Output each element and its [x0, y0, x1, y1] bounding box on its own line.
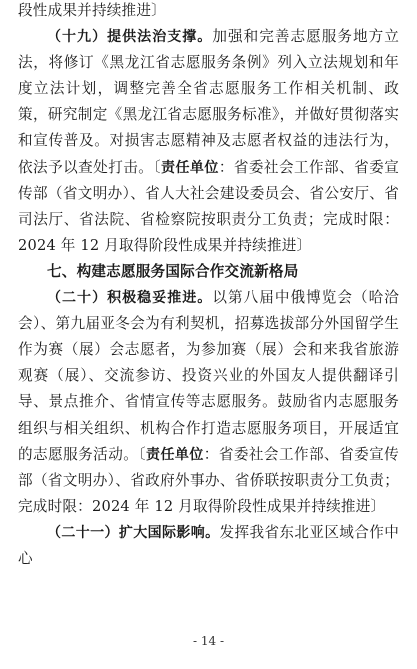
paragraph-item-19	[18, 24, 399, 259]
item-19-responsibility-label: 责任单位	[161, 159, 219, 176]
item-21-label: （二十一）扩大国际影响。	[47, 524, 220, 541]
section-heading-7: 七、构建志愿服务国际合作交流新格局	[47, 262, 299, 280]
page-number: - 14 -	[192, 634, 224, 648]
item-19-responsibility-body: ：省委社会工作部、省委宣传部（省文明办）、省人大社会建设委员会、省公安厅、省司法厅、省法院、省检察院按职责分工负责；完成时限：2024 年 12 月取得阶段性成果并持续推进〕	[18, 158, 399, 254]
document-page	[18, 0, 399, 572]
item-21-body: 发挥我省东北亚区域合作中心	[18, 523, 400, 567]
item-20-body: 以第八届中俄博览会（哈洽会）、第九届亚冬会为有利契机，招募选拔部分外国留学生作为赛（展）会志愿者，为参加赛（展）会和来我省旅游观赛（展）、交流参访、投资兴业的外国友人提供翻译引导、景点推介、省情宣传等志愿服务。鼓励省内志愿服务组织与相关组织、机构合作打造志愿服务项目，开展适宜的志愿服务活动。〔	[18, 289, 400, 463]
paragraph-item-21	[18, 520, 399, 572]
item-20-responsibility-body: ：省委社会工作部、省委宣传部（省文明办）、省政府外事办、省侨联按职责分工负责；完成时限：2024 年 12 月取得阶段性成果并持续推进〕	[18, 445, 399, 515]
item-19-label: （十九）提供法治支撑。	[47, 29, 213, 46]
item-20-responsibility-label: 责任单位	[146, 446, 204, 463]
item-19-body: 加强和完善志愿服务地方立法，将修订《黑龙江省志愿服务条例》列入立法规划和年度立法计划，调整完善全省志愿服务工作相关机制、政策，研究制定《黑龙江省志愿服务标准》，并做好贯彻落实和宣传普及。对损害志愿精神及志愿者权益的违法行为，依法予以查处打击。〔	[18, 28, 400, 176]
paragraph-fragment	[18, 0, 399, 24]
paragraph-item-20	[18, 285, 399, 520]
item-20-label: （二十）积极稳妥推进。	[47, 290, 213, 307]
fragment-text: 段性成果并持续推进〕	[18, 2, 166, 19]
